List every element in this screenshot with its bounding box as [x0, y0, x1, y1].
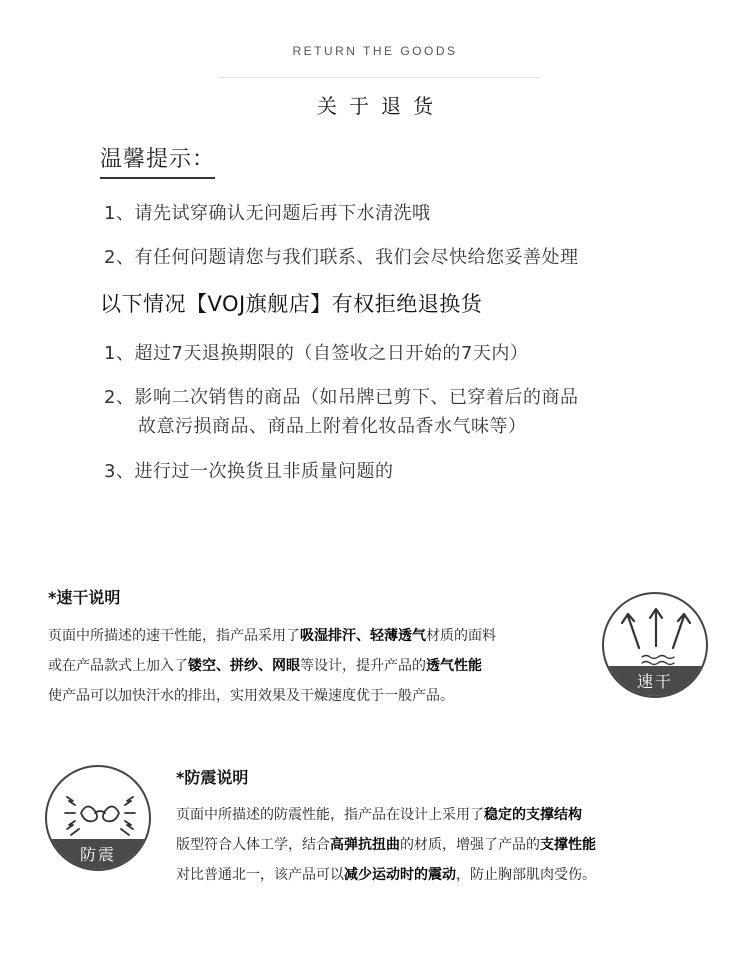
quick-dry-title: *速干说明 — [48, 588, 121, 607]
refusal-heading: 以下情况【VOJ旗舰店】有权拒绝退换货 — [100, 292, 483, 316]
quick-dry-line-1: 页面中所描述的速干性能，指产品采用了吸湿排汗、轻薄透气材质的面料 — [48, 628, 496, 644]
page-title: 关于退货 — [317, 94, 445, 118]
shockproof-title: *防震说明 — [176, 768, 249, 787]
quick-dry-line-2: 或在产品款式上加入了镂空、拼纱、网眼等设计，提升产品的透气性能 — [48, 658, 482, 674]
quick-dry-badge-label: 速干 — [636, 672, 673, 691]
title-divider — [218, 77, 540, 78]
shockproof-badge-label: 防震 — [79, 845, 116, 864]
refusal-item-2: 2、影响二次销售的商品（如吊牌已剪下、已穿着后的商品 — [104, 387, 579, 408]
refusal-item-3: 3、进行过一次换货且非质量问题的 — [104, 461, 394, 482]
shockproof-line-1: 页面中所描述的防震性能，指产品在设计上采用了稳定的支撑结构 — [176, 807, 582, 823]
tip-item-1: 1、请先试穿确认无问题后再下水清洗哦 — [104, 203, 431, 224]
quick-dry-line-3: 使产品可以加快汗水的排出，实用效果及干燥速度优于一般产品。 — [48, 688, 454, 704]
refusal-item-2-cont: 故意污损商品、商品上附着化妆品香水气味等） — [138, 416, 527, 437]
shockproof-badge — [45, 765, 151, 871]
refusal-item-1: 1、超过7天退换期限的（自签收之日开始的7天内） — [104, 343, 529, 364]
shockproof-line-2: 版型符合人体工学，结合高弹抗扭曲的材质，增强了产品的支撑性能 — [176, 837, 596, 853]
quick-dry-badge — [602, 592, 708, 698]
tips-heading: 温馨提示： — [100, 142, 215, 179]
tip-item-2: 2、有任何问题请您与我们联系、我们会尽快给您妥善处理 — [104, 247, 579, 268]
english-title: RETURN THE GOODS — [292, 44, 458, 58]
shockproof-line-3: 对比普通北一，该产品可以减少运动时的震动，防止胸部肌肉受伤。 — [176, 867, 596, 883]
